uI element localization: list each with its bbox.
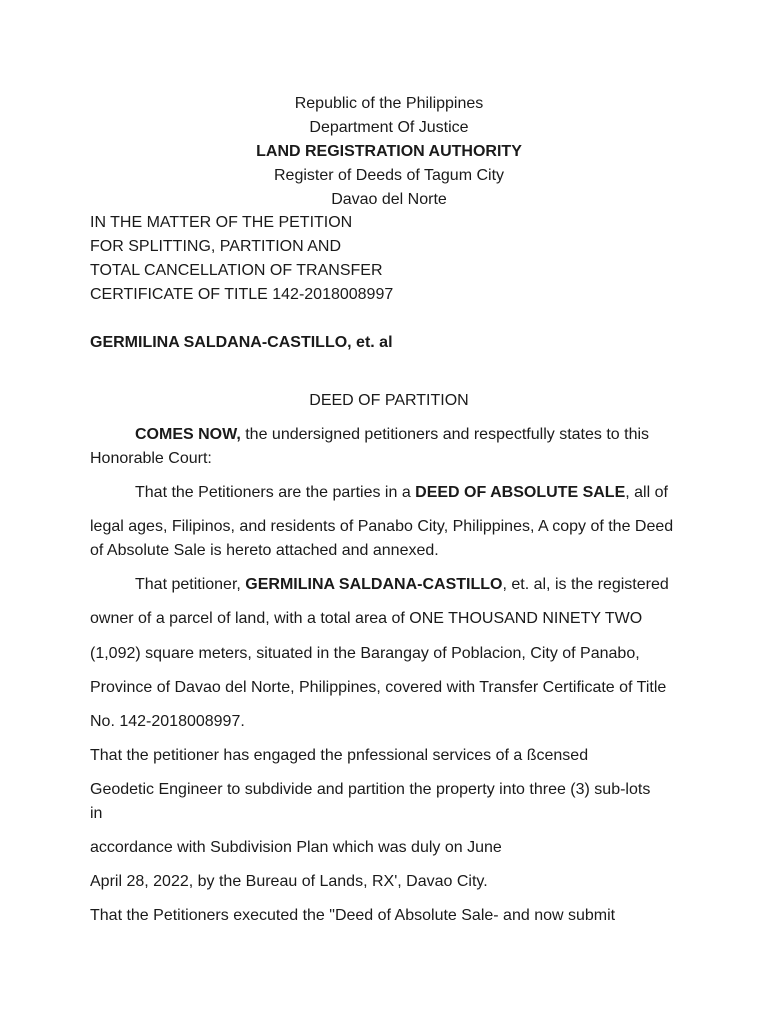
header-province: Davao del Norte (331, 191, 447, 208)
para3-pre: That petitioner, (135, 576, 246, 593)
document-title: DEED OF PARTITION (309, 392, 469, 409)
para4-line-1: That the petitioner has engaged the pnfessional services of a ßcensed (90, 747, 589, 764)
para2-line-2: legal ages, Filipinos, and residents of Panabo City, Philippines, A copy of the Deed (90, 518, 674, 535)
para2-post: , all of (625, 484, 668, 501)
para2-pre: That the Petitioners are the parties in a (135, 484, 416, 501)
para2-bold: DEED OF ABSOLUTE SALE (415, 484, 626, 501)
para3-line-1 (135, 575, 669, 595)
para3-bold: GERMILINA SALDANA-CASTILLO (245, 576, 503, 593)
header-republic: Republic of the Philippines (294, 95, 484, 112)
header-register: Register of Deeds of Tagum City (273, 167, 505, 184)
matter-line-3: TOTAL CANCELLATION OF TRANSFER (90, 262, 383, 279)
para4-line-2: Geodetic Engineer to subdivide and partition the property into three (3) sub-lots (90, 781, 651, 798)
para2-line-3: of Absolute Sale is hereto attached and annexed. (90, 542, 439, 559)
para3-post: , et. al, is the registered (502, 576, 669, 593)
para2-line-1 (135, 483, 668, 503)
para3-line-5: No. 142-2018008997. (90, 713, 245, 730)
para4-line-4: accordance with Subdivision Plan which was duly on June (90, 839, 502, 856)
para3-line-2: owner of a parcel of land, with a total area of ONE THOUSAND NINETY TWO (90, 610, 643, 627)
header-department: Department Of Justice (309, 119, 469, 136)
matter-line-2: FOR SPLITTING, PARTITION AND (90, 238, 341, 255)
para3-line-4: Province of Davao del Norte, Philippines, covered with Transfer Certificate of Title (90, 679, 667, 696)
para1-bold: COMES NOW, (135, 426, 241, 443)
para1-line-2: Honorable Court: (90, 450, 212, 467)
matter-line-4: CERTIFICATE OF TITLE 142-2018008997 (90, 286, 394, 303)
matter-line-1: IN THE MATTER OF THE PETITION (90, 214, 353, 231)
para4-line-5: April 28, 2022, by the Bureau of Lands, RX', Davao City. (90, 873, 488, 890)
para1-text: the undersigned petitioners and respectfully states to this (240, 426, 650, 443)
para4-line-3: in (90, 805, 103, 822)
petitioner-name: GERMILINA SALDANA-CASTILLO, et. al (90, 334, 393, 351)
para5-line-1: That the Petitioners executed the "Deed of Absolute Sale- and now submit (90, 907, 616, 924)
para1-line-1 (135, 425, 649, 445)
header-authority: LAND REGISTRATION AUTHORITY (256, 143, 522, 160)
para3-line-3: (1,092) square meters, situated in the Barangay of Poblacion, City of Panabo, (90, 645, 640, 662)
